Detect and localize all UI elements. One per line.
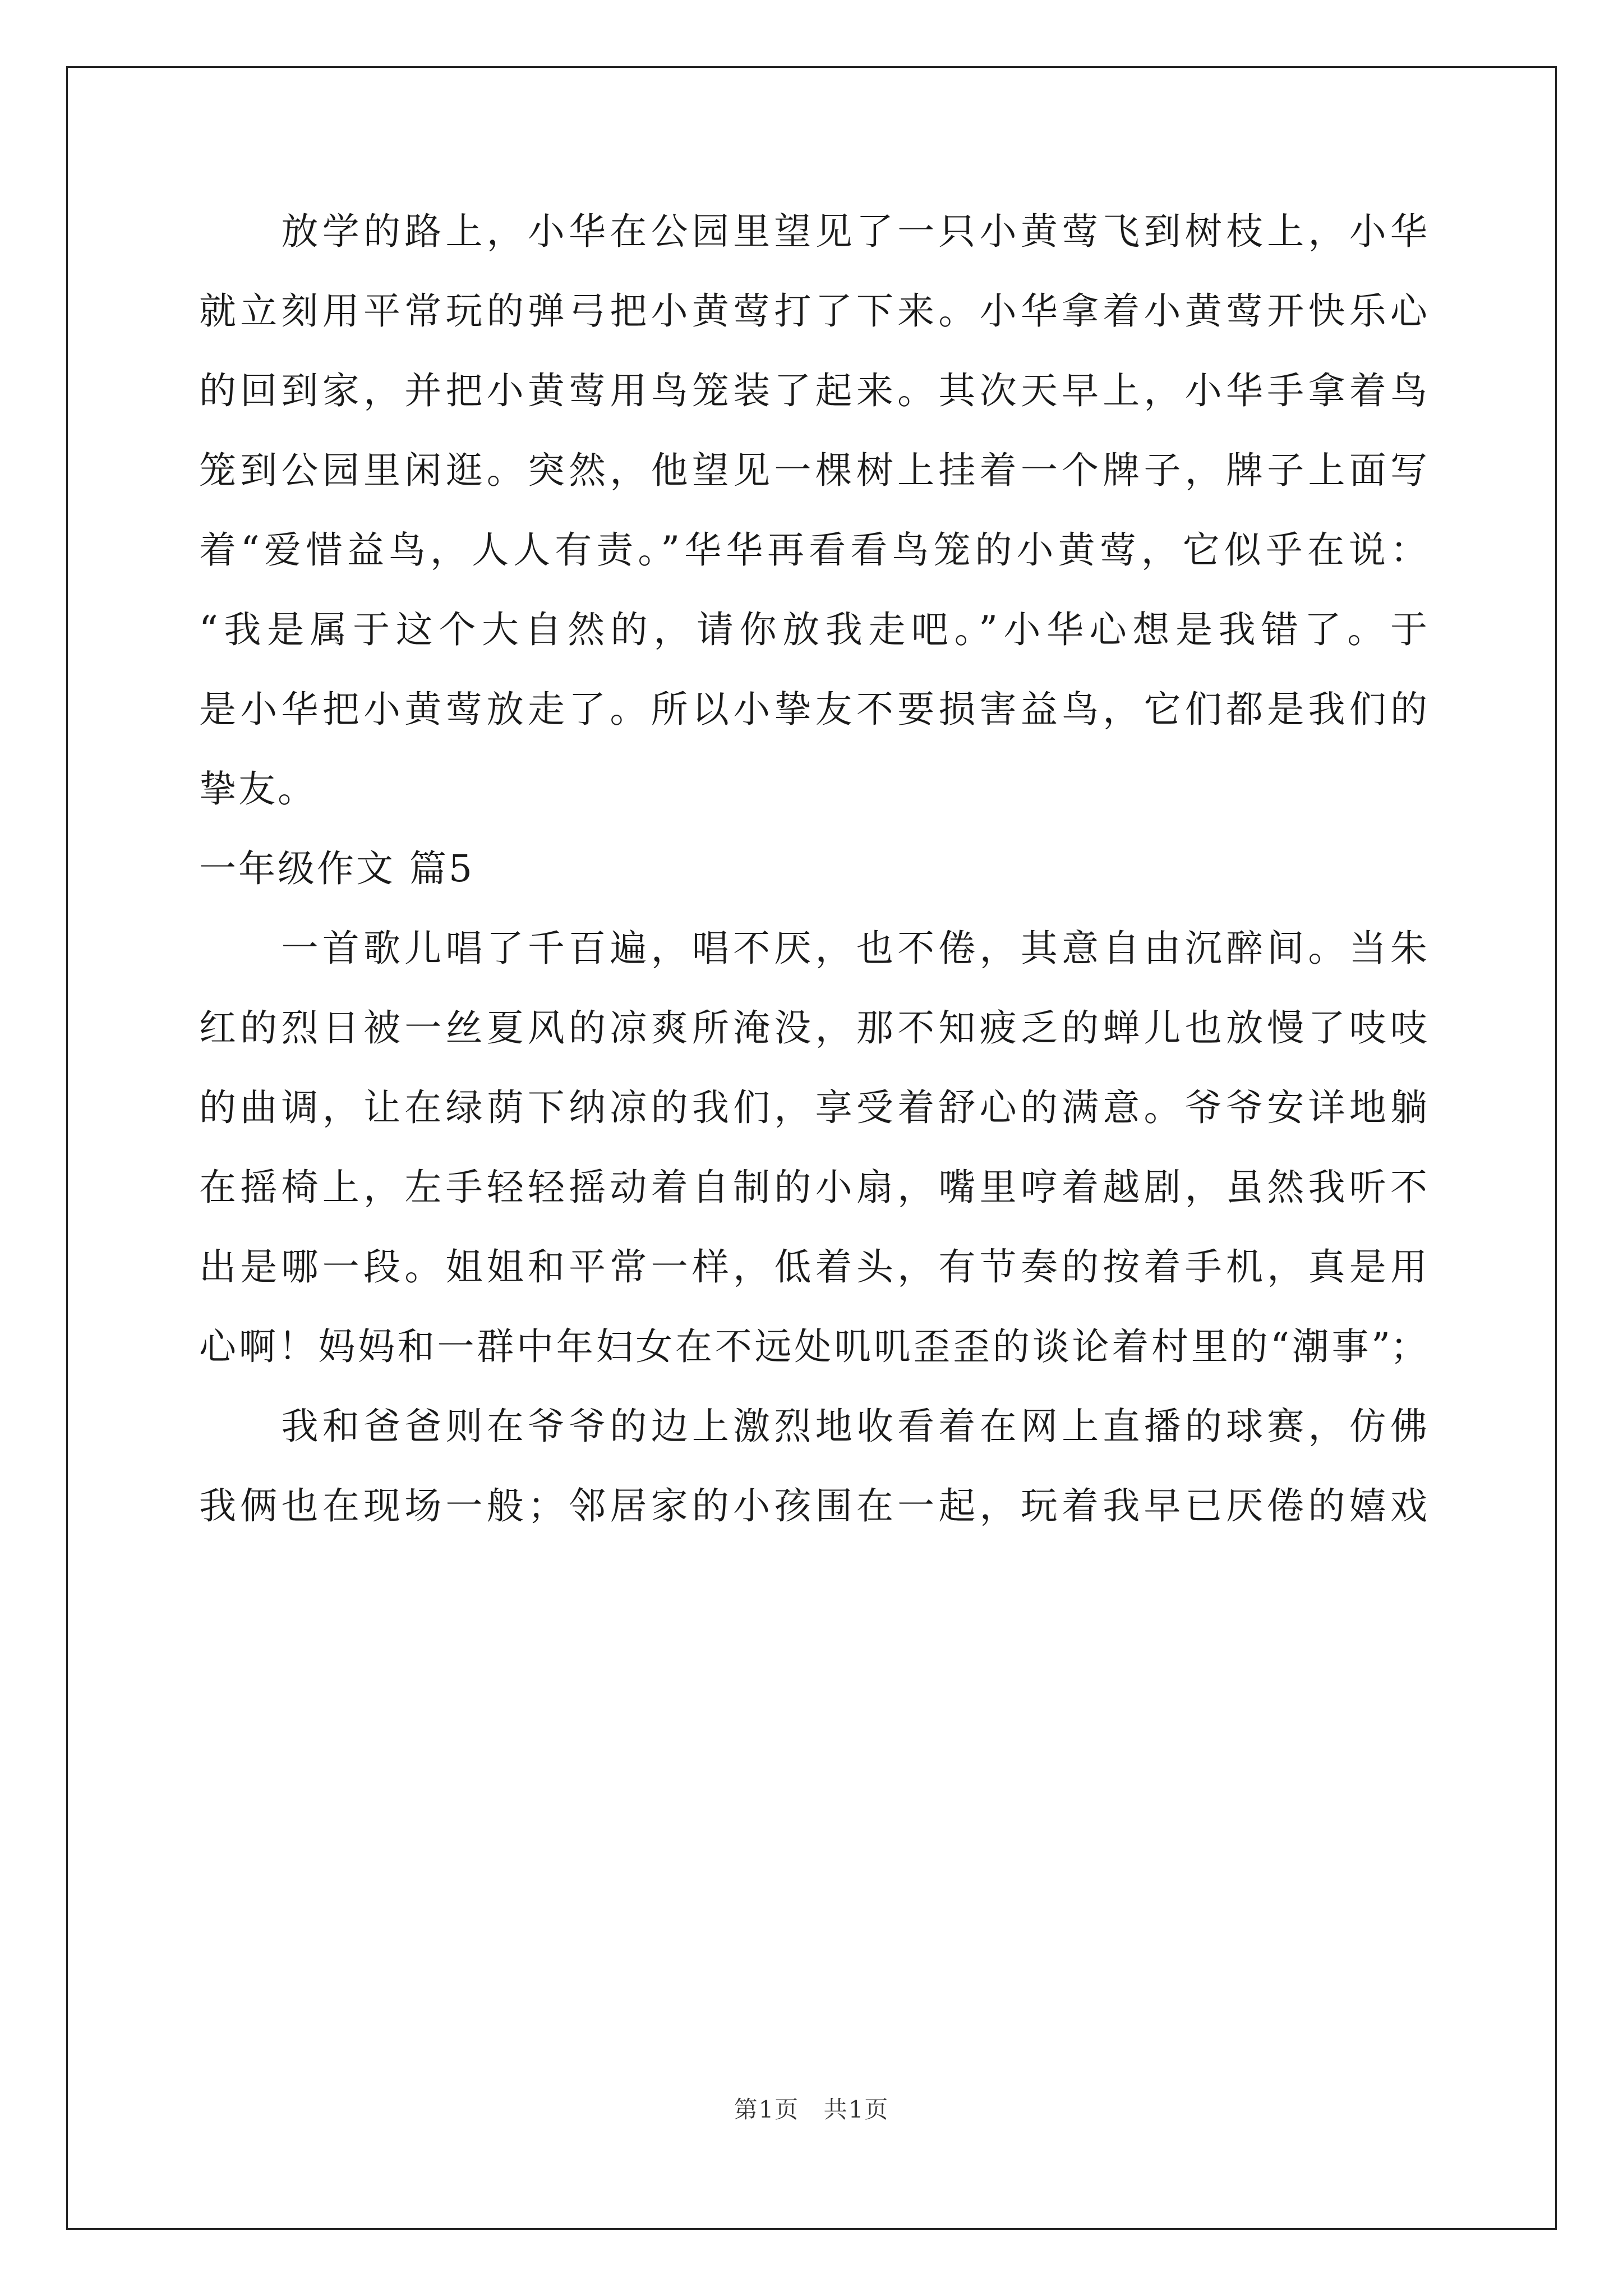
text-line: 着“爱惜益鸟，人人有责。”华华再看看鸟笼的小黄莺，它似乎在说： [199,528,1427,572]
text-line: 一首歌儿唱了千百遍，唱不厌，也不倦，其意自由沉醉间。当朱 [199,927,1427,970]
section-heading: 一年级作文 篇5 [199,847,474,890]
text-line: 的曲调，让在绿荫下纳凉的我们，享受着舒心的满意。爷爷安详地躺 [199,1086,1427,1129]
text-line: 出是哪一段。姐姐和平常一样，低着头，有节奏的按着手机，真是用 [199,1245,1427,1289]
text-line: 我俩也在现场一般；邻居家的小孩围在一起，玩着我早已厌倦的嬉戏 [199,1484,1427,1527]
text-line: 红的烈日被一丝夏风的凉爽所淹没，那不知疲乏的蝉儿也放慢了吱吱 [199,1006,1427,1050]
text-line: 是小华把小黄莺放走了。所以小挚友不要损害益鸟，它们都是我们的 [199,688,1427,731]
text-line: 就立刻用平常玩的弹弓把小黄莺打了下来。小华拿着小黄莺开快乐心 [199,289,1427,333]
text-line: 我和爸爸则在爷爷的边上激烈地收看着在网上直播的球赛，仿佛 [199,1405,1427,1448]
text-line: “我是属于这个大自然的，请你放我走吧。”小华心想是我错了。于 [199,608,1427,651]
page-number: 第1页 [734,2096,800,2123]
page-footer [0,2091,1623,2125]
text-line: 挚友。 [199,767,317,811]
text-line: 笼到公园里闲逛。突然，他望见一棵树上挂着一个牌子，牌子上面写 [199,449,1427,492]
text-line: 在摇椅上，左手轻轻摇动着自制的小扇，嘴里哼着越剧，虽然我听不 [199,1166,1427,1209]
text-line: 放学的路上，小华在公园里望见了一只小黄莺飞到树枝上，小华 [199,210,1427,253]
text-line: 心啊！妈妈和一群中年妇女在不远处叽叽歪歪的谈论着村里的“潮事”； [199,1325,1427,1368]
page-total: 共1页 [823,2096,889,2123]
text-line: 的回到家，并把小黄莺用鸟笼装了起来。其次天早上，小华手拿着鸟 [199,369,1427,412]
